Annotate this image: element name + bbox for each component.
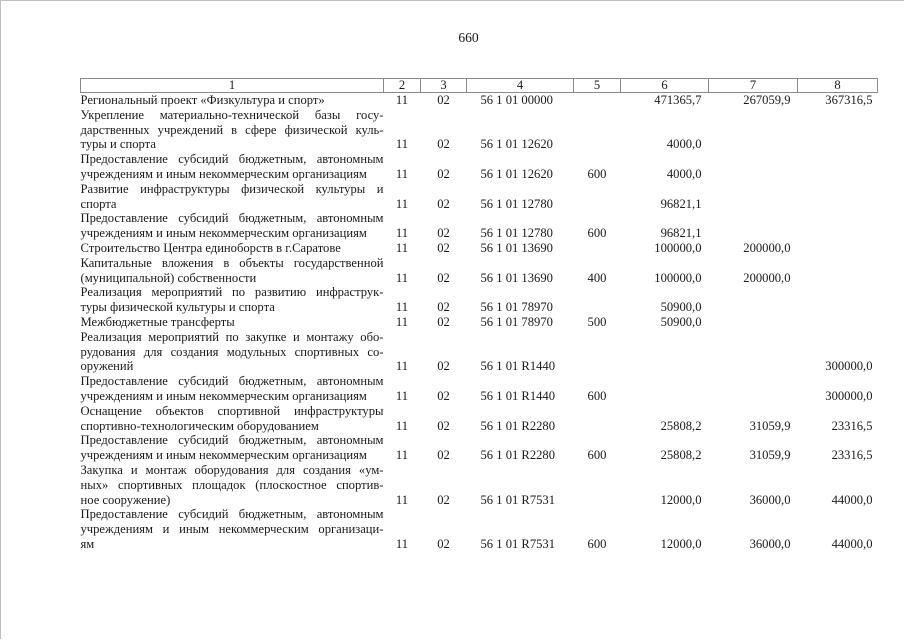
cell-amount-col6: 12000,0 — [660, 492, 702, 507]
cell-subsection: 02 — [437, 240, 450, 255]
cell-amount-col6: 50900,0 — [660, 300, 702, 315]
cell-section: 11 — [395, 196, 409, 211]
description-line: Региональный проект «Физкультура и спорт» — [80, 93, 325, 107]
description-line: Оснащение объектов спортивной инфраструктуры — [80, 403, 384, 418]
cell-amount-col7 — [709, 152, 798, 182]
table-row — [81, 182, 878, 212]
cell-subsection: 02 — [437, 448, 450, 463]
cell-amount-col6: 96821,1 — [660, 226, 702, 241]
row-description — [81, 93, 384, 108]
cell-target-article: 56 1 01 R7531 — [480, 492, 556, 507]
description-line: оружений — [80, 359, 134, 374]
cell-expense-type — [574, 330, 621, 374]
description-line: Межбюджетные трансферты — [80, 314, 235, 329]
cell-amount-col7: 200000,0 — [743, 270, 791, 285]
table-row — [81, 374, 878, 404]
cell-amount-col8 — [798, 315, 878, 330]
cell-expense-type — [574, 463, 621, 507]
table-row — [81, 241, 878, 256]
cell-amount-col7: 36000,0 — [749, 492, 791, 507]
cell-amount-col8: 300000,0 — [825, 359, 873, 374]
cell-expense-type — [574, 404, 621, 434]
cell-amount-col8 — [798, 285, 878, 315]
cell-section: 11 — [395, 536, 409, 551]
cell-subsection: 02 — [437, 93, 450, 107]
cell-amount-col8: 300000,0 — [825, 388, 873, 403]
cell-target-article: 56 1 01 13690 — [480, 270, 553, 285]
description-line: Укрепление материально-технической базы госу- — [80, 107, 384, 122]
description-line: учреждениям и иным некоммерческим организациям — [80, 448, 367, 463]
row-description — [81, 256, 384, 286]
cell-expense-type: 600 — [587, 166, 607, 181]
description-line: учреждениям и иным некоммерческим организаци- — [80, 522, 384, 537]
cell-target-article: 56 1 01 R7531 — [480, 536, 556, 551]
cell-amount-col7 — [709, 108, 798, 152]
cell-amount-col6: 100000,0 — [654, 270, 702, 285]
row-description — [81, 285, 384, 315]
cell-amount-col8: 44000,0 — [831, 492, 873, 507]
cell-amount-col7: 31059,9 — [749, 448, 791, 463]
header-col-3: 3 — [421, 79, 467, 93]
row-description — [81, 374, 384, 404]
cell-target-article: 56 1 01 00000 — [480, 93, 553, 107]
budget-table — [80, 78, 878, 552]
cell-amount-col6 — [621, 374, 709, 404]
cell-amount-col7 — [709, 374, 798, 404]
description-line: (муниципальной) собственности — [80, 270, 257, 285]
cell-section: 11 — [395, 314, 409, 329]
cell-amount-col6: 25808,2 — [660, 448, 702, 463]
description-line: Предоставление субсидий бюджетным, автономным — [80, 507, 384, 522]
table-row — [81, 433, 878, 463]
cell-subsection: 02 — [437, 300, 450, 315]
cell-amount-col7: 31059,9 — [749, 418, 791, 433]
cell-amount-col7: 267059,9 — [743, 93, 791, 107]
cell-amount-col8: 23316,5 — [831, 448, 873, 463]
cell-expense-type: 600 — [587, 448, 607, 463]
cell-subsection: 02 — [437, 314, 450, 329]
table-row — [81, 256, 878, 286]
cell-amount-col7 — [709, 330, 798, 374]
cell-subsection: 02 — [437, 137, 450, 152]
table-row — [81, 152, 878, 182]
cell-section: 11 — [395, 492, 409, 507]
description-line: учреждениям и иным некоммерческим организациям — [80, 166, 367, 181]
row-description — [81, 507, 384, 551]
description-line: Закупка и монтаж оборудования для создания «ум- — [80, 462, 384, 477]
description-line: учреждениям и иным некоммерческим организациям — [80, 388, 367, 403]
table-row — [81, 507, 878, 551]
cell-amount-col8: 23316,5 — [831, 418, 873, 433]
description-line: Капитальные вложения в объекты государственной — [80, 255, 384, 270]
cell-section: 11 — [395, 359, 409, 374]
cell-amount-col6: 12000,0 — [660, 536, 702, 551]
cell-amount-col8 — [798, 241, 878, 256]
cell-amount-col8: 44000,0 — [831, 536, 873, 551]
cell-target-article: 56 1 01 12620 — [480, 137, 553, 152]
cell-target-article: 56 1 01 78970 — [480, 300, 553, 315]
header-col-5: 5 — [574, 79, 621, 93]
header-col-1: 1 — [81, 79, 384, 93]
cell-subsection: 02 — [437, 166, 450, 181]
row-description — [81, 463, 384, 507]
cell-expense-type — [574, 108, 621, 152]
cell-amount-col8 — [798, 256, 878, 286]
cell-section: 11 — [395, 93, 409, 107]
description-line: учреждениям и иным некоммерческим организациям — [80, 226, 367, 241]
header-col-4: 4 — [467, 79, 574, 93]
description-line: Реализация мероприятий по закупке и монтажу обо- — [80, 329, 384, 344]
header-col-2: 2 — [384, 79, 421, 93]
cell-amount-col6: 25808,2 — [660, 418, 702, 433]
description-line: туры и спорта — [80, 137, 156, 152]
cell-subsection: 02 — [437, 418, 450, 433]
cell-target-article: 56 1 01 78970 — [480, 314, 553, 329]
table-row — [81, 211, 878, 241]
table-row — [81, 315, 878, 330]
row-description — [81, 330, 384, 374]
description-line: Предоставление субсидий бюджетным, автономным — [80, 152, 384, 167]
cell-expense-type: 600 — [587, 536, 607, 551]
cell-target-article: 56 1 01 R1440 — [480, 388, 556, 403]
cell-section: 11 — [395, 300, 409, 315]
cell-amount-col8 — [798, 152, 878, 182]
row-description — [81, 211, 384, 241]
cell-target-article: 56 1 01 13690 — [480, 240, 553, 255]
description-line: туры физической культуры и спорта — [80, 300, 275, 315]
cell-amount-col7 — [709, 285, 798, 315]
cell-section: 11 — [395, 270, 409, 285]
cell-target-article: 56 1 01 12780 — [480, 196, 553, 211]
cell-amount-col8 — [798, 182, 878, 212]
cell-subsection: 02 — [437, 226, 450, 241]
row-description — [81, 108, 384, 152]
cell-amount-col7: 200000,0 — [743, 240, 791, 255]
cell-expense-type — [574, 182, 621, 212]
cell-expense-type: 500 — [587, 314, 607, 329]
cell-amount-col6: 471365,7 — [654, 93, 702, 107]
cell-expense-type — [574, 285, 621, 315]
cell-section: 11 — [395, 448, 409, 463]
cell-amount-col7: 36000,0 — [749, 536, 791, 551]
cell-amount-col7 — [709, 315, 798, 330]
header-col-8: 8 — [798, 79, 878, 93]
cell-section: 11 — [395, 388, 409, 403]
cell-target-article: 56 1 01 12780 — [480, 226, 553, 241]
cell-subsection: 02 — [437, 196, 450, 211]
description-line: ных» спортивных площадок (плоскостное спортив- — [80, 477, 384, 492]
cell-expense-type — [574, 93, 621, 108]
table-row — [81, 404, 878, 434]
description-line: Развитие инфраструктуры физической культуры и — [80, 181, 384, 196]
cell-amount-col8: 367316,5 — [825, 93, 873, 107]
cell-amount-col6: 4000,0 — [666, 137, 702, 152]
cell-amount-col8 — [798, 108, 878, 152]
row-description — [81, 152, 384, 182]
description-line: спортивно-технологическим оборудованием — [80, 418, 319, 433]
description-line: Предоставление субсидий бюджетным, автономным — [80, 374, 384, 389]
table-header-row — [81, 79, 878, 93]
cell-amount-col8 — [798, 211, 878, 241]
cell-expense-type: 600 — [587, 226, 607, 241]
cell-subsection: 02 — [437, 359, 450, 374]
header-col-7: 7 — [709, 79, 798, 93]
cell-expense-type: 600 — [587, 388, 607, 403]
description-line: ям — [80, 536, 95, 551]
description-line: дарственных учреждений в сфере физической куль- — [80, 122, 384, 137]
cell-section: 11 — [395, 137, 409, 152]
description-line: Строительство Центра единоборств в г.Саратове — [80, 240, 341, 255]
description-line: Предоставление субсидий бюджетным, автономным — [80, 433, 384, 448]
table-row — [81, 463, 878, 507]
table-row — [81, 93, 878, 108]
cell-expense-type — [574, 241, 621, 256]
cell-target-article: 56 1 01 12620 — [480, 166, 553, 181]
description-line: Реализация мероприятий по развитию инфраструк- — [80, 285, 384, 300]
cell-amount-col7 — [709, 182, 798, 212]
table-row — [81, 330, 878, 374]
description-line: ное сооружение) — [80, 492, 171, 507]
description-line: рудования для создания модульных спортивных со- — [80, 344, 384, 359]
cell-section: 11 — [395, 418, 409, 433]
row-description — [81, 404, 384, 434]
table-row — [81, 108, 878, 152]
cell-subsection: 02 — [437, 388, 450, 403]
cell-section: 11 — [395, 166, 409, 181]
cell-amount-col7 — [709, 211, 798, 241]
cell-target-article: 56 1 01 R2280 — [480, 418, 556, 433]
cell-subsection: 02 — [437, 536, 450, 551]
cell-amount-col6: 96821,1 — [660, 196, 702, 211]
description-line: спорта — [80, 196, 117, 211]
description-line: Предоставление субсидий бюджетным, автономным — [80, 211, 384, 226]
cell-amount-col6: 100000,0 — [654, 240, 702, 255]
row-description — [81, 182, 384, 212]
table-row — [81, 285, 878, 315]
cell-amount-col6 — [621, 330, 709, 374]
cell-target-article: 56 1 01 R1440 — [480, 359, 556, 374]
row-description — [81, 315, 384, 330]
cell-subsection: 02 — [437, 492, 450, 507]
row-description — [81, 433, 384, 463]
page-number: 660 — [458, 30, 479, 45]
row-description — [81, 241, 384, 256]
cell-section: 11 — [395, 240, 409, 255]
cell-section: 11 — [395, 226, 409, 241]
cell-amount-col6: 50900,0 — [660, 314, 702, 329]
cell-expense-type: 400 — [587, 270, 607, 285]
header-col-6: 6 — [621, 79, 709, 93]
cell-amount-col6: 4000,0 — [666, 166, 702, 181]
cell-target-article: 56 1 01 R2280 — [480, 448, 556, 463]
cell-subsection: 02 — [437, 270, 450, 285]
